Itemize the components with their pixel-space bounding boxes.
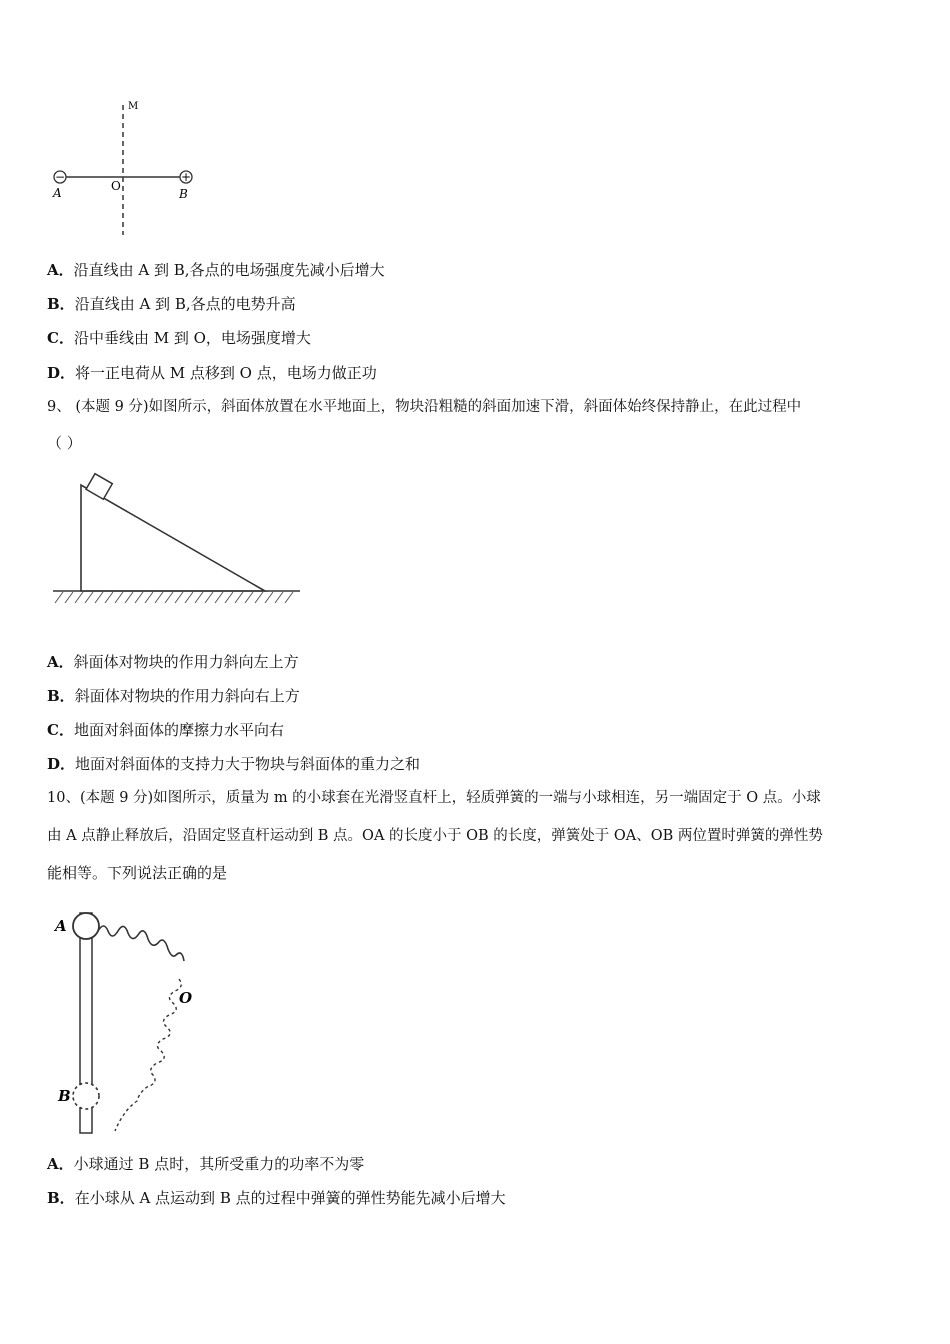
label-b: B <box>58 1087 71 1105</box>
block <box>86 474 112 500</box>
q8-option-c: C．沿中垂线由 M 到 O，电场强度增大 <box>47 329 311 347</box>
q10-option-a: A．小球通过 B 点时，其所受重力的功率不为零 <box>47 1155 365 1173</box>
q8-option-b: B．沿直线由 A 到 B,各点的电势升高 <box>47 295 296 313</box>
charge-b-sign: + <box>180 170 192 184</box>
ground-hatching <box>55 592 293 603</box>
label-a: A <box>53 186 62 200</box>
q8-option-d: D．将一正电荷从 M 点移到 O 点，电场力做正功 <box>47 364 377 382</box>
q9-option-b: B．斜面体对物块的作用力斜向右上方 <box>47 687 300 705</box>
q10-stem-line-2: 由 A 点静止释放后，沿固定竖直杆运动到 B 点。OA 的长度小于 OB 的长度，弹簧处于 OA、OB 两位置时弹簧的弹性势 <box>47 828 823 844</box>
label-m: M <box>128 101 139 112</box>
ball-at-a <box>73 913 99 939</box>
label-o: O <box>179 989 193 1007</box>
spring-at-a <box>98 926 184 961</box>
label-b: B <box>179 187 188 201</box>
q9-option-c: C．地面对斜面体的摩擦力水平向右 <box>47 721 284 739</box>
q10-stem-line-1: 10、(本题 9 分)如图所示，质量为 m 的小球套在光滑竖直杆上，轻质弹簧的一端与小球相连，另一端固定于 O 点。小球 <box>47 790 821 806</box>
q9-stem-line-1: 9、 (本题 9 分)如图所示，斜面体放置在水平地面上，物块沿粗糙的斜面加速下滑，斜面体始终保持静止，在此过程中 <box>47 399 802 415</box>
incline-diagram <box>45 465 315 615</box>
q9-option-d: D．地面对斜面体的支持力大于物块与斜面体的重力之和 <box>47 755 421 773</box>
spring-rod-diagram <box>45 893 215 1138</box>
q8-option-a: A．沿直线由 A 到 B,各点的电场强度先减小后增大 <box>47 261 385 279</box>
q10-option-b: B．在小球从 A 点运动到 B 点的过程中弹簧的弹性势能先减小后增大 <box>47 1189 506 1207</box>
label-o: O <box>111 179 121 193</box>
q9-stem-line-2: （ ） <box>47 434 82 452</box>
incline-body <box>81 485 265 591</box>
charge-diagram <box>40 95 220 240</box>
spring-at-b-dashed <box>115 979 181 1131</box>
charge-a-sign: − <box>54 170 66 184</box>
ball-at-b-dashed <box>73 1083 99 1109</box>
label-a: A <box>55 917 67 935</box>
q10-stem-line-3: 能相等。下列说法正确的是 <box>47 864 228 882</box>
q9-option-a: A．斜面体对物块的作用力斜向左上方 <box>47 653 299 671</box>
